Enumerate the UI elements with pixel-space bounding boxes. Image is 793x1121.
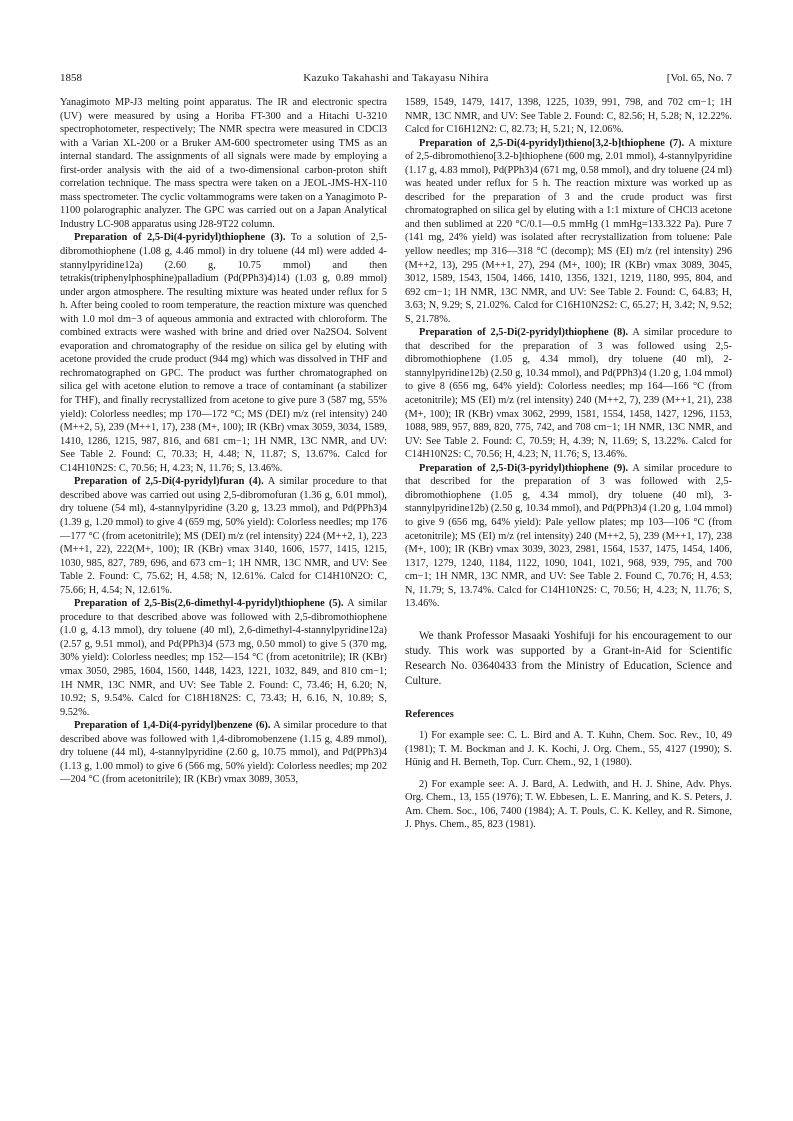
paragraph-prep-6-cont: 1589, 1549, 1479, 1417, 1398, 1225, 1039, 991, 798, and 702 cm−1; 1H NMR, 13C NMR, and UV: See Table 2. Found: C, 82.56; H, 5.28; N, 12.22%. Calcd for C16H12N2: C, 82.73; H, 5.21; N, 12.06%. [405, 97, 732, 136]
paragraph-prep-8 [405, 326, 732, 461]
left-column [60, 96, 387, 787]
body-prep-7: A mixture of 2,5-dibromothieno[3.2-b]thiophene (600 mg, 2.01 mmol), 4-stannylpyridine (1.17 g, 4.83 mmol), Pd(PPh3)4 (671 mg, 0.58 mmol), and dry toluene (24 ml) was heated under reflux for 5 h. The reaction mixture was worked up as described for the preparation of 3 and the crude product was first chromatographed on silica gel by eluting with a 1:1 mixture of CHCl3 acetone and then sublimed at 220 °C/0.1—0.5 mmHg (1 mmHg=133.322 Pa). Pure 7 (141 mg, 24% yield) was isolated after recrystallization from toluene: Pale yellow needles; mp 316—318 °C (decomp); MS (EI) m/z (rel intensity) 296 (M++2, 13), 295 (M++1, 27), 294 (M+, 100); IR (KBr) νmax 3089, 3045, 3012, 1589, 1543, 1504, 1466, 1410, 1356, 1321, 1219, 1180, 995, 804, and 692 cm−1; 1H NMR, 13C NMR, and UV: See Table 2. Found: C, 64.83; H, 3.63; N, 9.29; S, 21.02%. Calcd for C16H10N2S2: C, 65.27; H, 3.42; N, 9.52; S, 21.78%. [405, 137, 732, 325]
paragraph-prep-9 [405, 462, 732, 611]
acknowledgement: We thank Professor Masaaki Yoshifuji for his encouragement to our study. This work was supported by a Grant-in-Aid for Scientific Research No. 03640433 from the Ministry of Education, Science and Culture. [405, 629, 732, 688]
page-header [60, 72, 732, 88]
page-number: 1858 [60, 72, 82, 84]
reference-1: 1) For example see: C. L. Bird and A. T. Kuhn, Chem. Soc. Rev., 10, 49 (1981); T. M. Bockman and J. K. Kochi, J. Org. Chem., 55, 4127 (1990); S. Hünig and H. Berneth, Top. Curr. Chem., 92, 1 (1980). [405, 730, 732, 769]
body-prep-3: To a solution of 2,5-dibromothiophene (1.08 g, 4.46 mmol) in dry toluene (44 ml) were added 4-stannylpyridine12a) (2.60 g, 10.75 mmol) and then tetrakis(triphenylphosphine)palladium (Pd(PPh3)4)14) (1.03 g, 0.89 mmol) under argon atmosphere. The resulting mixture was heated under reflux for 5 h. After being cooled to room temperature, the reaction mixture was quenched with 1.0 mol dm−3 of aqueous ammonia and extracted with chloroform. The combined extracts were washed with brine and dried over Na2SO4. Solvent evaporation and chromatography of the residue on silica gel by eluting with acetone provided the crude product (944 mg) which was dissolved in THF and rechromatographed on GPC. The product was further chromatographed on silica gel with acetone elution to remove a trace of contaminant (a stabilizer for THF), and finally recrystallized from acetone to give pure 3 (587 mg, 55% yield): Colorless needles; mp 170—172 °C; MS (DEI) m/z (rel intensity) 240 (M++2, 5), 239 (M++1, 17), 238 (M+, 100); IR (KBr) νmax 3059, 3034, 1589, 1410, 1286, 1215, 987, 816, and 681 cm−1; 1H NMR, 13C NMR, and UV: See Table 2. Found: C, 70.33; H, 4.48; N, 11.87; S, 13.67%. Calcd for C14H10N2S: C, 70.56; H, 4.23; N, 11.76; S, 13.46%. [60, 232, 387, 474]
heading-prep-8: Preparation of 2,5-Di(2-pyridyl)thiophene (8). [419, 327, 629, 339]
volume-info: [Vol. 65, No. 7 [666, 72, 732, 84]
heading-prep-4: Preparation of 2,5-Di(4-pyridyl)furan (4). [74, 476, 264, 488]
heading-prep-5: Preparation of 2,5-Bis(2,6-dimethyl-4-pyridyl)thiophene (5). [74, 598, 344, 610]
heading-prep-6: Preparation of 1,4-Di(4-pyridyl)benzene (6). [74, 720, 271, 732]
heading-prep-7: Preparation of 2,5-Di(4-pyridyl)thieno[3,2-b]thiophene (7). [419, 137, 685, 149]
body-prep-6: A similar procedure to that described above was followed with 1,4-dibromobenzene (1.15 g, 4.89 mmol), dry toluene (44 ml), 4-stannylpyridine (2.60 g, 10.75 mmol), and Pd(PPh3)4 (1.13 g, 1.00 mmol) to give 6 (566 mg, 50% yield): Colorless needles; mp 202—204 °C (from acetonitrile); IR (KBr) νmax 3089, 3053, [60, 720, 387, 786]
paragraph-prep-3 [60, 231, 387, 475]
body-prep-8: A similar procedure to that described for the preparation of 3 was followed using 2,5-dibromothiophene (1.05 g, 4.34 mmol), dry toluene (40 ml), 2-stannylpyridine12b) (2.50 g, 10.34 mmol), and Pd(PPh3)4 (1.20 g, 1.04 mmol) to give 8 (656 mg, 64% yield): Colorless needles; mp 164—166 °C (from acetonitrile); MS (EI) m/z (rel intensity) 240 (M++2, 7), 239 (M++1, 21), 238 (M+, 100); IR (KBr) νmax 3062, 2999, 1581, 1554, 1458, 1427, 1296, 1153, 1088, 989, 957, 889, 820, 775, 742, and 708 cm−1; 1H NMR, 13C NMR, and UV: See Table 2. Found: C, 70.59; H, 4.39; N, 11.69; S, 13.22%. Calcd for C14H10N2S: C, 70.56; H, 4.23; N, 11.76; S, 13.46%. [405, 327, 732, 461]
body-prep-9: A similar procedure to that described for the preparation of 3 was followed with 2,5-dibromothiophene (1.05 g, 4.34 mmol), dry toluene (40 ml), 3-stannylpyridine12b) (2.50 g, 10.34 mmol), and Pd(PPh3)4 (1.20 g, 1.04 mmol) to give 9 (656 mg, 64% yield): Pale yellow plates; mp 103—106 °C (from acetonitrile); MS (EI) m/z (rel intensity) 240 (M++2, 5), 239 (M++1, 17), 238 (M+, 100); IR (KBr) νmax 3039, 3023, 2981, 1564, 1537, 1475, 1454, 1406, 1317, 1279, 1240, 1184, 1122, 1090, 1041, 1021, 968, 939, 795, and 700 cm−1; 1H NMR, 13C NMR, and UV: See Table 2. Found C, 70.76; H, 4.53; N, 11.79; S, 13.74%. Calcd for C14H10N2S: C, 70.56; H, 4.23; N, 11.76; S, 13.46%. [405, 462, 732, 610]
body-prep-4: A similar procedure to that described above was carried out using 2,5-dibromofuran (1.36 g, 6.01 mmol), dry toluene (54 ml), 4-stannylpyridine (3.20 g, 13.23 mmol), and Pd(PPh3)4 (1.39 g, 1.20 mmol) to give 4 (659 mg, 50% yield): Colorless needles; mp 176—177 °C (from acetonitrile); MS (DEI) m/z (rel intensity) 224 (M++2, 1), 223 (M++1, 22), 222(M+, 100); IR (KBr) νmax 3140, 1606, 1577, 1415, 1215, 1030, 985, 827, 789, 696, and 673 cm−1; 1H NMR, 13C NMR, and UV: See Table 2. Found: C, 75.62; H, 4.58; N, 12.61%. Calcd for C14H10N2O: C, 75.66; H, 4.54; N, 12.61%. [60, 476, 387, 596]
paragraph-prep-5 [60, 597, 387, 719]
paragraph-prep-4 [60, 475, 387, 597]
references-heading: References [405, 708, 454, 720]
paragraph-prep-6 [60, 719, 387, 787]
paragraph-apparatus: Yanagimoto MP-J3 melting point apparatus. The IR and electronic spectra (UV) were measured by using a Horiba FT-300 and a Hitachi U-3210 spectrophotometer, respectively; The NMR spectra were measured in CDCl3 with a Varian XL-200 or a Bruker AM-600 spectrometer using TMS as an internal standard. The assignments of all signals were made by employing a first-order analysis with the aid of a two-dimensional carbon-proton shift correlation technique. The mass spectra were taken on a JEOL-JMS-HX-110 mass spectrometer. The cyclic voltammograms were taken on a Yanagimoto P-1100 polarographic analyzer. The GPC was carried out on a Japan Analytical Industry LC-908 apparatus using J28-9T22 column. [60, 97, 387, 230]
paragraph-prep-7 [405, 137, 732, 327]
reference-2: 2) For example see: A. J. Bard, A. Ledwith, and H. J. Shine, Adv. Phys. Org. Chem., 13, 155 (1976); T. W. Ebbesen, L. E. Manring, and K. S. Peters, J. Am. Chem. Soc., 106, 7400 (1984); A. T. Pouls, C. K. Kelley, and R. Simone, J. Phys. Chem., 85, 823 (1981). [405, 778, 732, 831]
heading-prep-9: Preparation of 2,5-Di(3-pyridyl)thiophene (9). [419, 462, 629, 474]
body-prep-5: A similar procedure to that described above was followed with 2,5-dibromothiophene (1.0 g, 4.13 mmol), dry toluene (40 ml), 2,6-dimethyl-4-stannylpyridine12a) (2.57 g, 9.51 mmol), and Pd(PPh3)4 (573 mg, 0.50 mmol) to give 5 (370 mg, 30% yield): Colorless needles; mp 152—154 °C (from acetonitrile); IR (KBr) νmax 3050, 2985, 1604, 1560, 1448, 1423, 1221, 1032, 849, and 810 cm−1; 1H NMR, 13C NMR, and UV: See Table 2. Found: C, 73.46; H, 6.20; N, 10.92; S, 9.54%. Calcd for C18H18N2S: C, 73.43; H, 6.16, N, 10.89; S, 9.52%. [60, 598, 387, 718]
right-column [405, 96, 732, 832]
heading-prep-3: Preparation of 2,5-Di(4-pyridyl)thiophene (3). [74, 232, 286, 244]
running-authors: Kazuko Takahashi and Takayasu Nihira [303, 72, 489, 84]
